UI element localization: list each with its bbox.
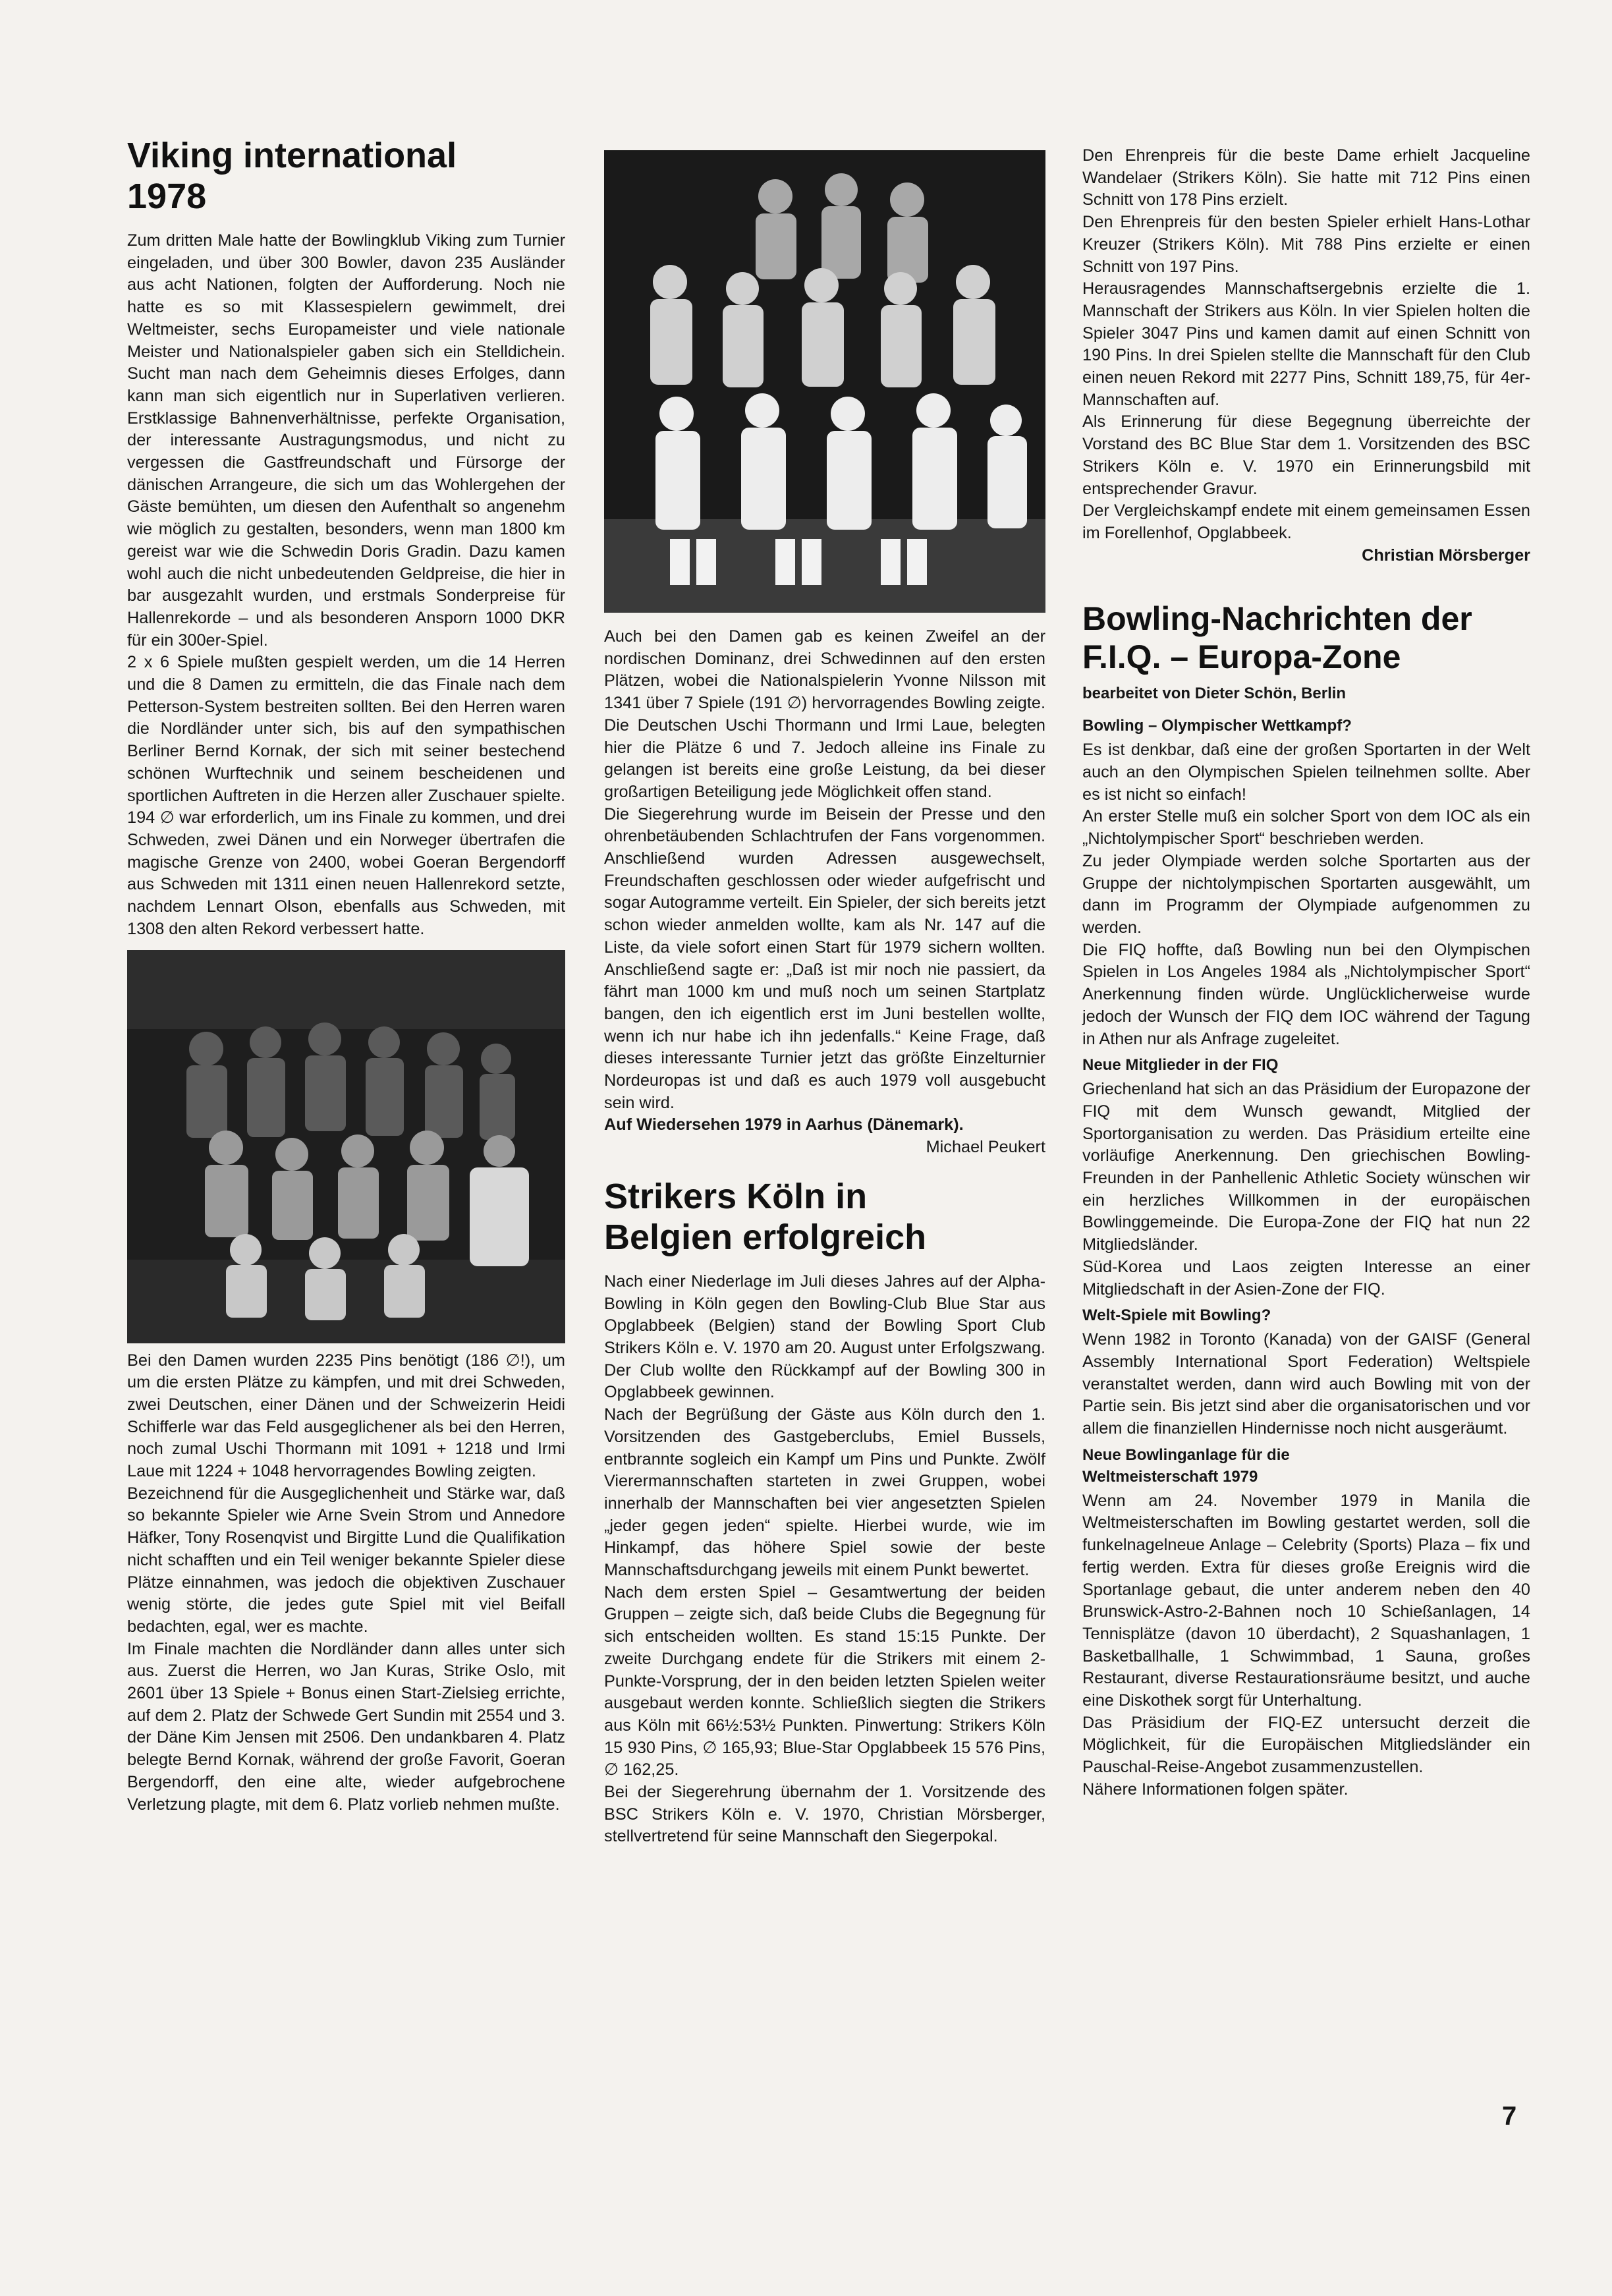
paragraph: Wenn 1982 in Toronto (Kanada) von der GAISF (General Assembly International Sport Federation) Weltspiele veranstaltet werden, dann wird auch Bowling mit von der Partie sein. Bis jetzt sind aber die organisatorischen und vor allem die finanziellen Hindernisse noch nicht ausgeräumt.: [1082, 1330, 1530, 1438]
paragraph: Es ist denkbar, daß eine der großen Sportarten in der Welt auch an den Olympischen Spielen teilnehmen sollte. Aber es ist nicht so einfach!: [1082, 741, 1530, 804]
paragraph: Im Finale machten die Nordländer dann alles unter sich aus. Zuerst die Herren, wo Jan Kuras, Strike Oslo, mit 2601 über 13 Spiele + Bonus einen Start-Zielsieg errichte, auf dem 2. Platz der Schwede Gert Sundin mit 2554 und 3. der Däne Kim Jensen mit 2506. Den undankbaren 4. Platz belegte Bernd Kornak, während der große Favorit, Goeran Bergendorff, den eine alte, wieder aufgebrochene Verletzung plagte, mit dem 6. Platz vorlieb nehmen mußte.: [127, 1639, 565, 1814]
page-number: 7: [1502, 2102, 1517, 2131]
photo-men-group: [127, 950, 565, 1343]
paragraph: Bezeichnend für die Ausgeglichenheit und Stärke war, daß so bekannte Spieler wie Arne Svein Strom und Annedore Häfker, Tony Rosenqvist und Birgitte Lund die Qualifikation nicht schafften und ein Teil weniger bekannte Spieler diese Plätze einnahmen, was jedoch die objektiven Zuschauer wenig störte, die jedes gute Spiel mit viel Beifall bedachten, egal, wer es machte.: [127, 1484, 565, 1636]
closing-line: Auf Wiedersehen 1979 in Aarhus (Dänemark).: [604, 1115, 964, 1134]
paragraph: Die FIQ hoffte, daß Bowling nun bei den Olympischen Spielen in Los Angeles 1984 als „Nichtolympischer Sport“ Anerkennung finden würde. Unglücklicherweise wurde jedoch der Wunsch der FIQ dem IOC während der Tagung in Athen nur als Anfrage zugeleitet.: [1082, 940, 1530, 1048]
photo-men-group-image: [127, 950, 565, 1343]
title-line-2: F.I.Q. – Europa-Zone: [1082, 638, 1401, 676]
title-line-1: Strikers Köln in: [604, 1176, 868, 1216]
paragraph: 2 x 6 Spiele mußten gespielt werden, um die 14 Herren und die 8 Damen zu ermitteln, die das Finale nach dem Petterson-System bestreiten sollten. Bei den Herren waren die Nordländer unter sich, bis auf den sympathischen Berliner Bernd Kornak, der sich mit seiner bestechend schönen Wurftechnik und seinem bescheidenen und sportlichen Auftreten in die Herzen aller Zuschauer spielte. 194 ∅ war erforderlich, um ins Finale zu kommen, und drei Schweden, zwei Dänen und ein Norweger übertrafen die magische Grenze von 2400, wobei Goeran Bergendorff aus Schweden mit 1311 einen neuen Hallenrekord setzte, nachdem Lennart Olson, ebenfalls aus Schweden, mit 1308 den alten Rekord verbessert hatte.: [127, 653, 565, 938]
paragraph: Nach der Begrüßung der Gäste aus Köln durch den 1. Vorsitzenden des Gastgeberclubs, Emiel Bussels, entbrannte sogleich ein Kampf um Pins und Punkte. Zwölf Vierermannschaften starteten in zwei Gruppen, wobei innerhalb der Mannschaften bei vier angesetzten Spielen „jeder gegen jeden“ spielte. Hierbei wurde, wie im Hinkampf, das höhere Spiel sowie der beste Mannschaftsdurchgang jeweils mit einem Punkt bewertet.: [604, 1405, 1045, 1580]
paragraph: An erster Stelle muß ein solcher Sport von dem IOC als ein „Nichtolympischer Sport“ beschrieben werden.: [1082, 807, 1530, 849]
title-line-1: Viking international: [127, 136, 457, 175]
title-line-2: Belgien erfolgreich: [604, 1217, 927, 1257]
paragraph: Nach einer Niederlage im Juli dieses Jahres auf der Alpha-Bowling in Köln gegen den Bowling-Club Blue Star aus Opglabbeek (Belgien) stand der Bowling Sport Club Strikers Köln e. V. 1970 am 20. August unter Erfolgszwang. Der Club wollte den Rückkampf auf der Bowling 300 in Opglabbeek gewinnen.: [604, 1272, 1045, 1402]
section-heading-members: Neue Mitglieder in der FIQ: [1082, 1056, 1279, 1075]
byline: bearbeitet von Dieter Schön, Berlin: [1082, 685, 1347, 703]
article-title-fiq: [1082, 600, 1530, 676]
paragraph: Zum dritten Male hatte der Bowlingklub Viking zum Turnier eingeladen, und über 300 Bowler, davon 235 Ausländer aus acht Nationen, folgten der Aufforderung. Noch nie hatte es so mit Klassespielern gewimmelt, drei Weltmeister, sechs Europameister und viele nationale Meister und Nationalspieler gaben sich ein Stelldichein. Sucht man nach dem Geheimnis dieses Erfolges, dann kann man sich eigentlich nur in Superlativen verlieren. Erstklassige Bahnenverhältnisse, perfekte Organisation, der interessante Austragungsmodus, und nicht zu vergessen die Gastfreundschaft und Fürsorge der dänischen Arrangeure, die sich um das Wohlergehen der Gäste bemühten, um diesen den Aufenthalt so angenehm wie möglich zu gestalten, besonders, wenn man 1800 km gereist war wie die Schwedin Doris Gradin. Dazu kamen wohl auch die nicht unbedeutenden Geldpreise, die hier in bar ausgezahlt wurden, und erstmals Sonderpreise für Hallenrekorde – und als besonderen Ansporn 1000 DKR für ein 300er-Spiel.: [127, 231, 565, 650]
paragraph: Bei den Damen wurden 2235 Pins benötigt (186 ∅!), um um die ersten Plätze zu kämpfen, und mit drei Schweden, zwei Deutschen, einer Dänen und der Schweizerin Heidi Schifferle war das Feld ausgeglichener als bei den Herren, noch zumal Uschi Thormann mit 1091 + 1218 und Irmi Laue mit 1224 + 1048 hervorragendes Bowling zeigten.: [127, 1351, 565, 1481]
paragraph: Den Ehrenpreis für den besten Spieler erhielt Hans-Lothar Kreuzer (Strikers Köln). Mit 788 Pins erzielte er einen Schnitt von 197 Pins.: [1082, 213, 1530, 276]
column-left: [127, 135, 565, 1816]
section-heading-new-facility: [1082, 1444, 1530, 1488]
section-heading-world-games: Welt-Spiele mit Bowling?: [1082, 1306, 1271, 1325]
column-right: [1082, 145, 1530, 1801]
paragraph: Als Erinnerung für diese Begegnung überreichte der Vorstand des BC Blue Star dem 1. Vorsitzenden des BSC Strikers Köln e. V. 1970 ein Erinnerungsbild mit entsprechender Gravur.: [1082, 412, 1530, 498]
paragraph: Die Siegerehrung wurde im Beisein der Presse und den ohrenbetäubenden Schlachtrufen der Fans vorgenommen. Anschließend wurden Adressen ausgewechselt, Freundschaften geschlossen oder wieder aufgefrischt und sogar Autogramme verteilt. Ein Spieler, der sich bereits jetzt schon wieder anmelden wollte, kam als Nr. 147 auf die Liste, da viele sofort einen Start für 1979 sichern wollten. Anschließend sagte er: „Daß ist mir noch nie passiert, da fährt man 1000 km und muß noch um seinen Startplatz bangen, den ich eigentlich erst im Juni bestellen wollte, wenn ich nur habe ich ihn jedenfalls.“ Keine Frage, daß dieses interessante Turnier jetzt das größte Einzelturnier Nordeuropas ist und daß es auch 1979 voll ausgebucht sein wird.: [604, 804, 1045, 1112]
paragraph: Nach dem ersten Spiel – Gesamtwertung der beiden Gruppen – zeigte sich, daß beide Clubs die Begegnung für sich entscheiden wollten. Es stand 15:15 Punkte. Der zweite Durchgang endete für die Strikers mit einem 2-Punkte-Vorsprung, der in den beiden letzten Spielen weiter ausgebaut werden konnte. Schließlich siegten die Strikers aus Köln mit 66½:53½ Punkten. Pinwertung: Strikers Köln 15 930 Pins, ∅ 165,93; Blue-Star Opglabbeek 15 576 Pins, ∅ 162,25.: [604, 1582, 1045, 1779]
column-middle: [604, 150, 1045, 1848]
heading-line-1: Neue Bowlinganlage für die: [1082, 1445, 1290, 1464]
paragraph: Nähere Informationen folgen später.: [1082, 1779, 1348, 1799]
paragraph: Zu jeder Olympiade werden solche Sportarten aus der Gruppe der nichtolympischen Sportarten ausgewählt, um dann im Programm der Olympiade aufgenommen zu werden.: [1082, 851, 1530, 937]
paragraph: Wenn am 24. November 1979 in Manila die Weltmeisterschaften im Bowling gestartet werden, soll die funkelnagelneue Anlage – Celebrity (Sports) Plaza – fix und fertig werden. Extra für dieses große Ereignis wird die Sportanlage gebaut, die unter anderem neben den 40 Brunswick-Astro-2-Bahnen noch 10 Schießanlagen, 14 Tennisplätze (davon 10 überdacht), 2 Squashanlagen, 1 Basketballhalle, 1 Schwimmbad, 1 Sauna, großes Restaurant, diverse Restaurationsräume besitzt, und auche eine Diskothek sorgt für Unterhaltung.: [1082, 1491, 1530, 1710]
author-peukert: Michael Peukert: [926, 1138, 1045, 1157]
section-heading-olympic: Bowling – Olympischer Wettkampf?: [1082, 717, 1352, 735]
paragraph: Herausragendes Mannschaftsergebnis erzielte die 1. Mannschaft der Strikers aus Köln. In vier Spielen holten die Spieler 3047 Pins und kamen damit auf einen Schnitt von 190 Pins. In drei Spielen stellte die Mannschaft für den Club einen neuen Rekord mit 2277 Pins, Schnitt 189,75, für 4er-Mannschaften auf.: [1082, 279, 1530, 409]
paragraph: Auch bei den Damen gab es keinen Zweifel an der nordischen Dominanz, drei Schwedinnen auf den ersten Plätzen, wobei die Nationalspielerin Yvonne Nilsson mit 1341 über 7 Spiele (191 ∅) hervorragendes Bowling zeigte. Die Deutschen Uschi Thormann und Irmi Laue, belegten hier die Plätze 6 und 7. Jedoch alleine ins Finale zu gelangen ist bereits eine große Leistung, da bei dieser großartigen Beteiligung jede Möglichkeit offen stand.: [604, 627, 1045, 801]
article-title-viking: [127, 135, 565, 217]
paragraph: Griechenland hat sich an das Präsidium der Europazone der FIQ mit dem Wunsch gewandt, Mitglied der Sportorganisation zu werden. Das Präsidium erteilte eine vorläufige Anerkennung. Den griechischen Bowling-Freunden in der Panhellenic Athletic Society wünschen wir ein herzliches Willkommen in der europäischen Bowlinggemeinde. Die Europa-Zone der FIQ hat nun 22 Mitgliedsländer.: [1082, 1080, 1530, 1254]
paragraph: Das Präsidium der FIQ-EZ untersucht derzeit die Möglichkeit, für die Europäischen Mitgliedsländer ein Pauschal-Reise-Angebot zusammenzustellen.: [1082, 1713, 1530, 1777]
paragraph: Den Ehrenpreis für die beste Dame erhielt Jacqueline Wandelaer (Strikers Köln). Sie hatte mit 712 Pins einen Schnitt von 178 Pins erzielt.: [1082, 146, 1530, 210]
paragraph: Der Vergleichskampf endete mit einem gemeinsamen Essen im Forellenhof, Opglabbeek.: [1082, 501, 1530, 542]
title-line-2: 1978: [127, 177, 207, 216]
paragraph: Bei der Siegerehrung übernahm der 1. Vorsitzende des BSC Strikers Köln e. V. 1970, Christian Mörsberger, stellvertretend für seine Mannschaft den Siegerpokal.: [604, 1783, 1045, 1846]
photo-women-group: [604, 150, 1045, 613]
photo-women-group-image: [604, 150, 1045, 613]
paragraph: Süd-Korea und Laos zeigten Interesse an einer Mitgliedschaft in der Asien-Zone der FIQ.: [1082, 1257, 1530, 1299]
author-moersberger: Christian Mörsberger: [1362, 546, 1530, 565]
title-line-1: Bowling-Nachrichten der: [1082, 600, 1472, 638]
heading-line-2: Weltmeisterschaft 1979: [1082, 1467, 1258, 1486]
article-title-strikers: [604, 1176, 1045, 1258]
